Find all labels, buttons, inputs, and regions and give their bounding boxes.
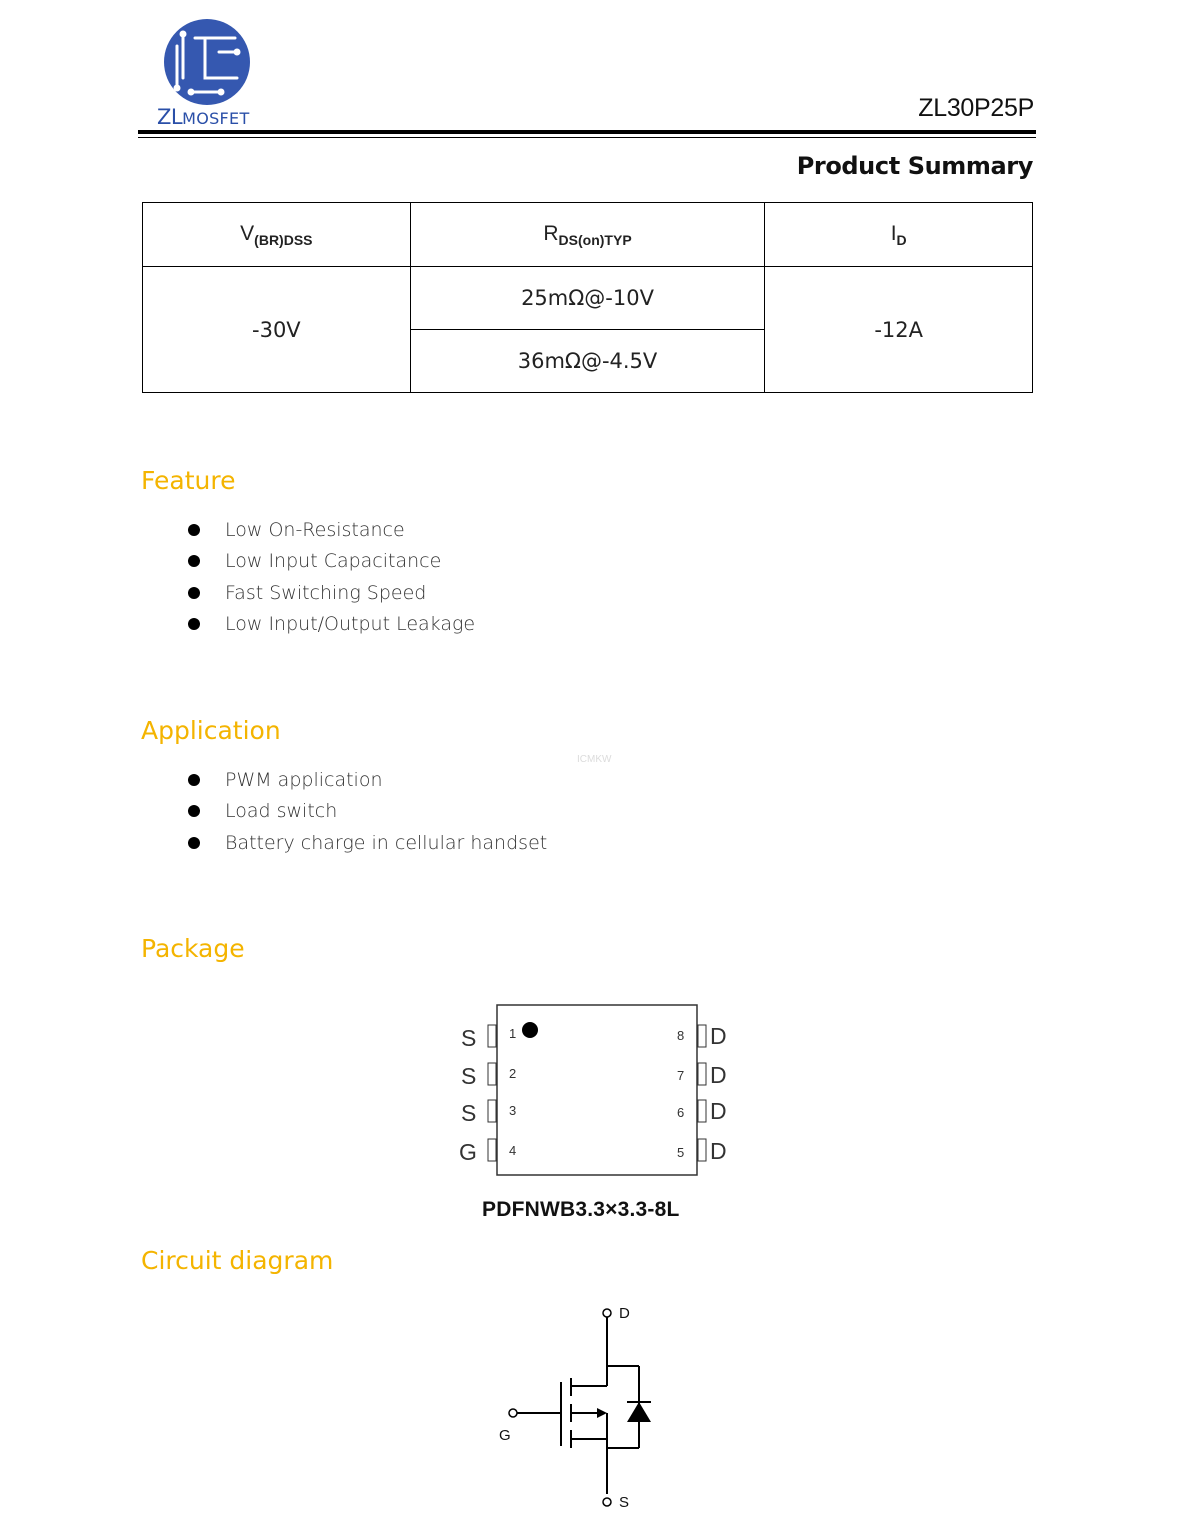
source-label: S xyxy=(619,1494,630,1511)
application-list xyxy=(188,765,547,859)
package-heading: Package xyxy=(141,934,245,963)
list-item: Fast Switching Speed xyxy=(188,578,475,609)
pin1-marker-icon xyxy=(522,1022,538,1038)
bullet-icon xyxy=(188,837,200,849)
list-item: Low Input Capacitance xyxy=(188,546,475,577)
table-header-row xyxy=(143,203,1033,267)
logo-wordmark xyxy=(157,105,250,129)
bullet-icon xyxy=(188,587,200,599)
cell-rdson-10v: 25mΩ@-10V xyxy=(410,267,765,330)
application-heading: Application xyxy=(141,716,281,745)
package-name: PDFNWB3.3×3.3-8L xyxy=(482,1198,680,1221)
pin-number: 4 xyxy=(509,1143,517,1158)
product-summary-title: Product Summary xyxy=(796,152,1033,180)
cell-vbrdss: -30V xyxy=(143,267,411,393)
header-rule-thin xyxy=(138,137,1036,138)
pin-label: S xyxy=(461,1063,477,1089)
pin-number: 2 xyxy=(509,1066,517,1081)
list-item: Low Input/Output Leakage xyxy=(188,609,475,640)
bullet-icon xyxy=(188,618,200,630)
pin-number: 8 xyxy=(677,1028,685,1043)
pin-label: G xyxy=(459,1139,477,1165)
cell-rdson-4v5: 36mΩ@-4.5V xyxy=(410,330,765,393)
company-logo xyxy=(155,16,265,131)
table-row xyxy=(143,267,1033,330)
logo-emblem-icon xyxy=(161,16,253,108)
mosfet-circuit-diagram xyxy=(495,1298,665,1513)
pin-label: D xyxy=(710,1098,727,1124)
pin-tab xyxy=(488,1139,496,1161)
package-pinout-diagram xyxy=(455,998,745,1228)
list-item: Battery charge in cellular handset xyxy=(188,828,547,859)
pin-label: D xyxy=(710,1062,727,1088)
bullet-icon xyxy=(188,555,200,567)
header-rule-thick xyxy=(138,130,1036,134)
part-number: ZL30P25P xyxy=(918,94,1034,122)
pin-label: S xyxy=(461,1025,477,1051)
circuit-heading: Circuit diagram xyxy=(141,1246,334,1275)
bullet-icon xyxy=(188,805,200,817)
logo-text-main: ZL xyxy=(157,105,183,129)
watermark: ICMKW xyxy=(577,754,612,765)
pin-number: 3 xyxy=(509,1103,517,1118)
pin-number: 1 xyxy=(509,1026,517,1041)
bullet-icon xyxy=(188,524,200,536)
pin-tab xyxy=(488,1100,496,1122)
pin-label: S xyxy=(461,1100,477,1126)
bullet-icon xyxy=(188,774,200,786)
header-rdson: $R_{DS(on)TYP}$ xyxy=(410,203,765,267)
pin-tab xyxy=(488,1025,496,1047)
product-summary-table xyxy=(142,202,1033,393)
pin-tab xyxy=(698,1100,706,1122)
feature-heading: Feature xyxy=(141,466,236,495)
pin-tab xyxy=(488,1063,496,1085)
feature-list xyxy=(188,515,475,640)
header-vbrdss: $V_{(BR)DSS}$ xyxy=(143,203,411,267)
drain-label: D xyxy=(619,1305,630,1322)
pin-label: D xyxy=(710,1023,727,1049)
pin-number: 7 xyxy=(677,1068,685,1083)
cell-id: -12A xyxy=(765,267,1033,393)
pin-tab xyxy=(698,1025,706,1047)
list-item: PWM application xyxy=(188,765,547,796)
pin-number: 5 xyxy=(677,1145,685,1160)
pin-label: D xyxy=(710,1138,727,1164)
list-item: Low On-Resistance xyxy=(188,515,475,546)
pin-tab xyxy=(698,1139,706,1161)
pin-number: 6 xyxy=(677,1105,685,1120)
list-item: Load switch xyxy=(188,796,547,827)
pin-tab xyxy=(698,1063,706,1085)
logo-text-sub: MOSFET xyxy=(182,109,250,128)
gate-label: G xyxy=(499,1427,511,1444)
header-id: $I_D$ xyxy=(765,203,1033,267)
